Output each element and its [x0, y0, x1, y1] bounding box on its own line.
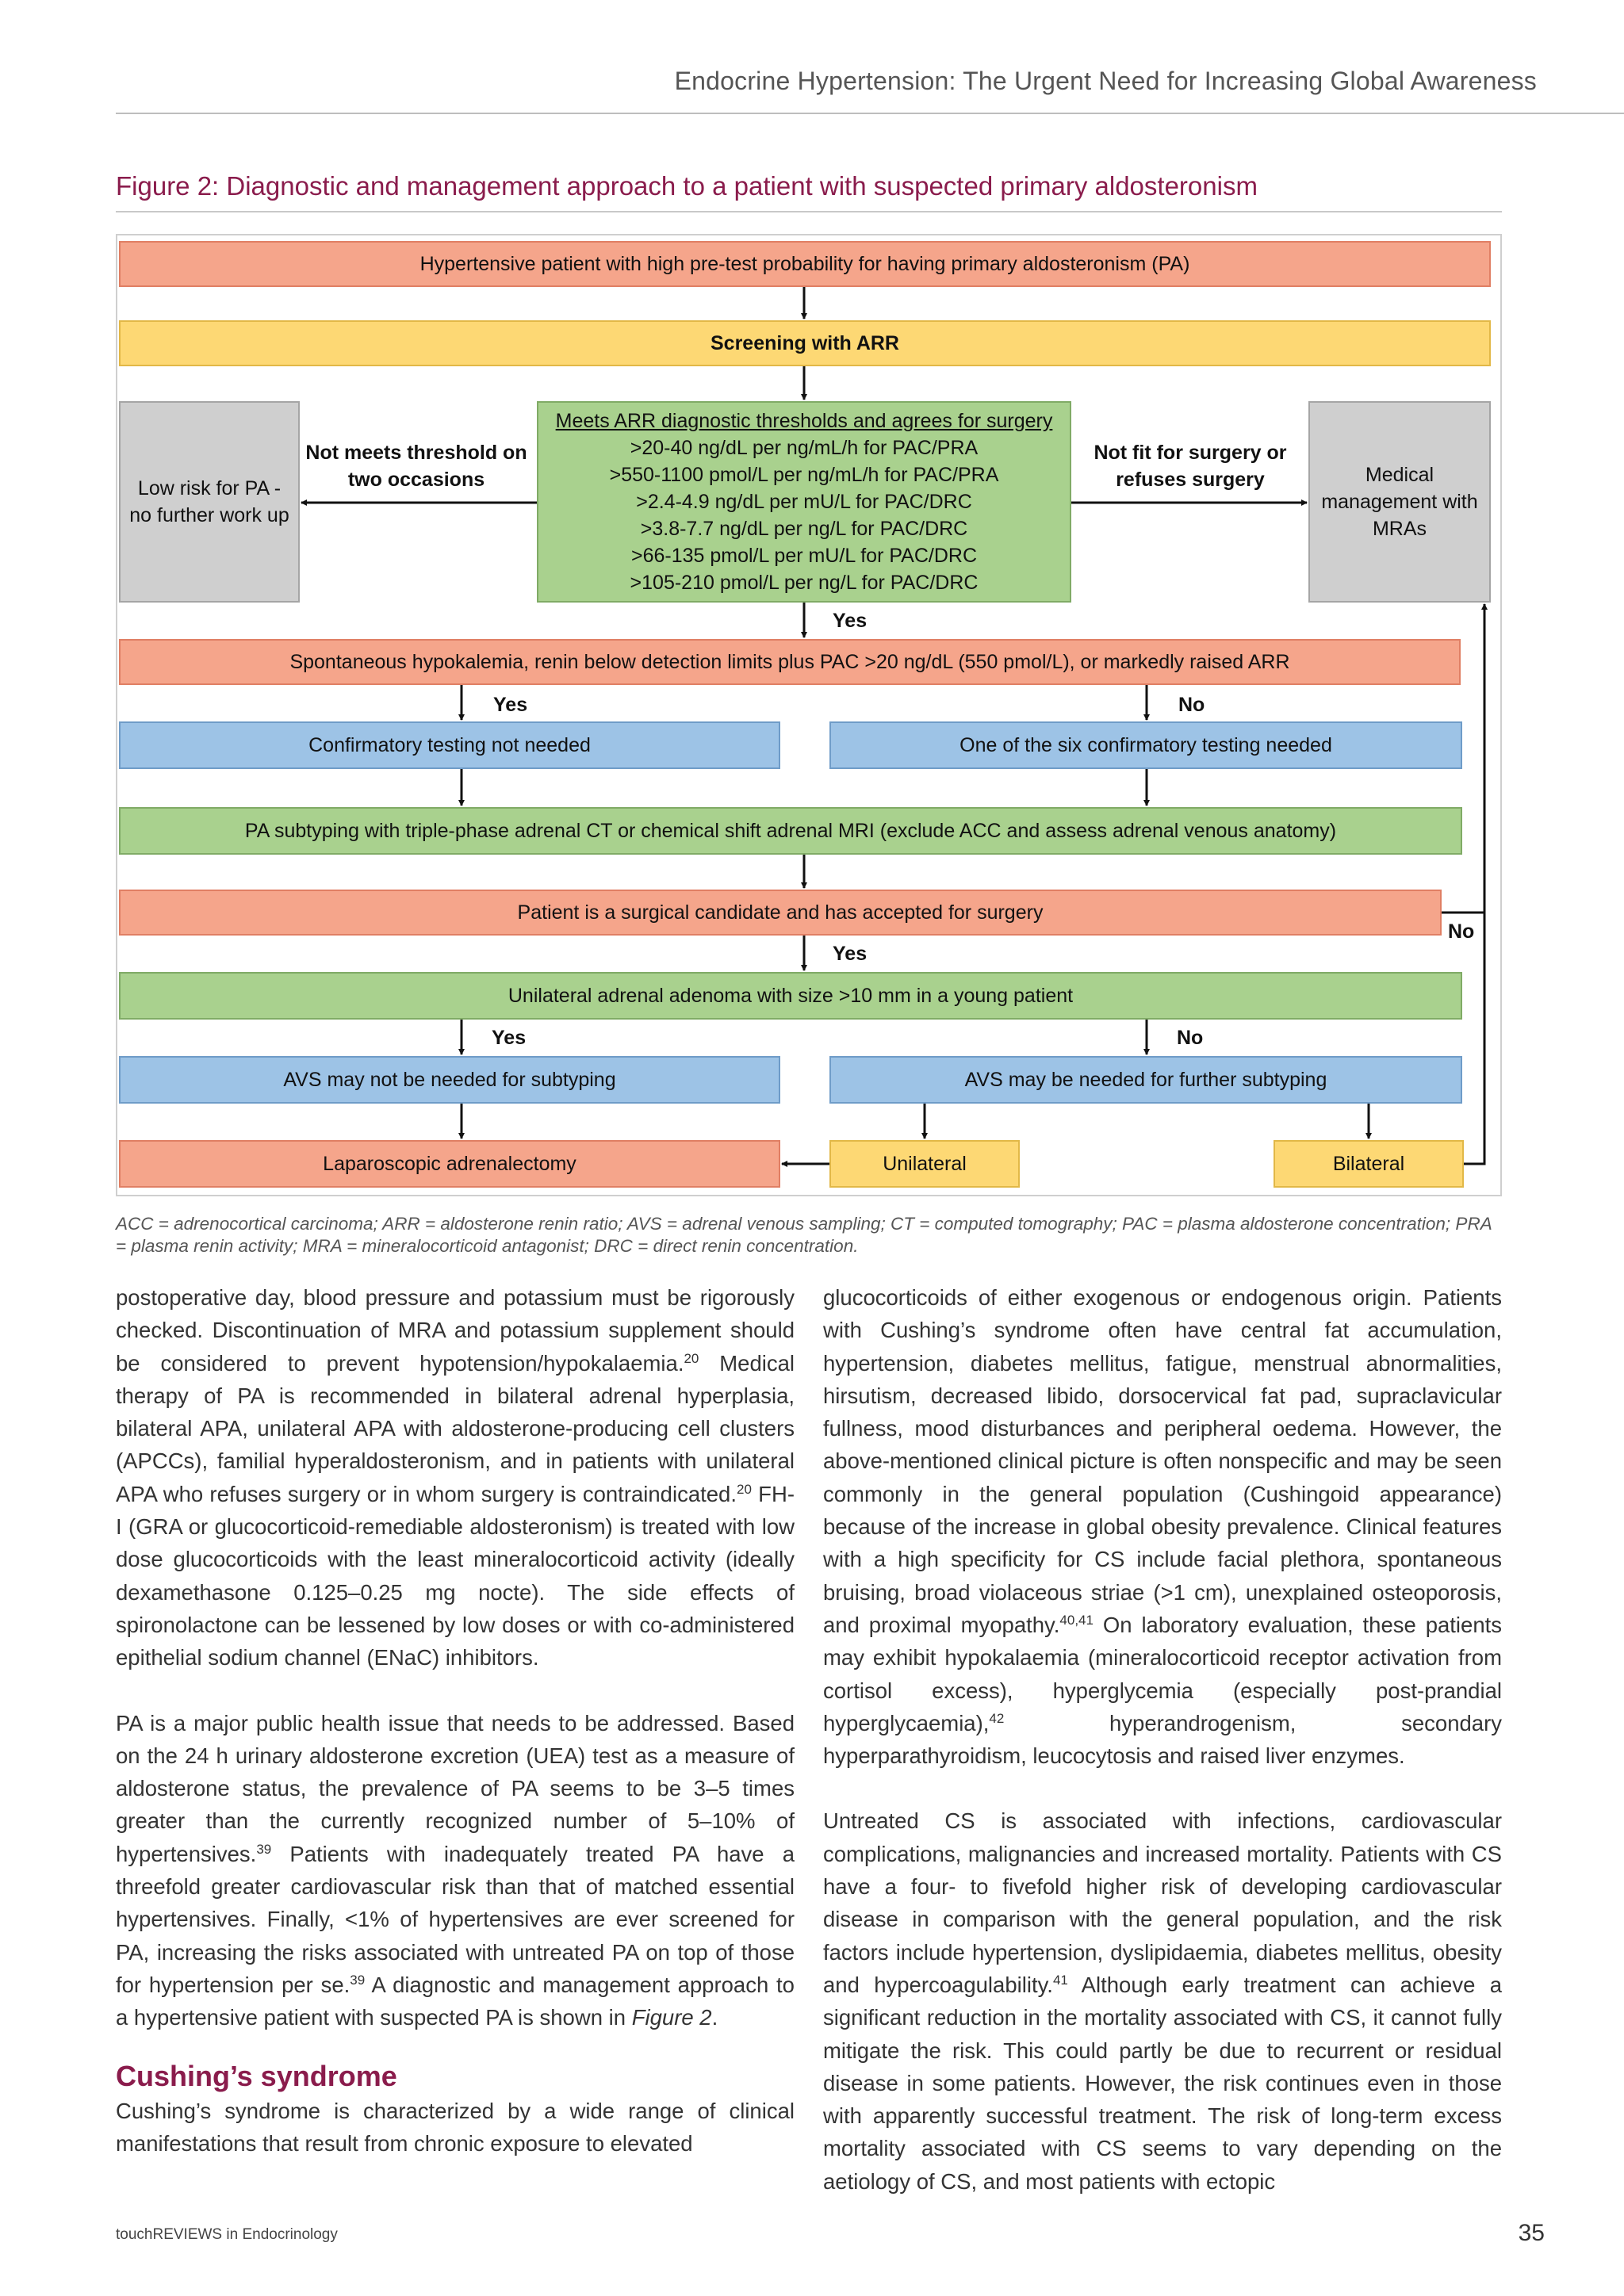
text-run: postoperative day, blood pressure and potassium must be rigorously checked. Discontinuation of MRA and potassium supplement should be considered to prevent hypotension/hypokalaemia.: [116, 1285, 795, 1376]
section-heading: Cushing’s syndrome: [116, 2059, 397, 2092]
text-column-left: [116, 1281, 795, 2160]
citation: 39: [350, 1972, 366, 1988]
running-title: Endocrine Hypertension: The Urgent Need for Increasing Global Awareness: [674, 67, 1537, 95]
node-avs-not-text: AVS may not be needed for subtyping: [283, 1069, 616, 1091]
text-run: On laboratory evaluation, these patients may exhibit hypokalaemia (mineralocorticoid receptor activation from cortisol excess), hyperglycemia (especially post-prandial hyperglycaemia),: [823, 1612, 1503, 1735]
paragraph: [116, 1707, 795, 2034]
node-low-risk-text: Low risk for PA - no further work up: [129, 477, 289, 526]
text-run: A diagnostic and management approach to a hypertensive patient with suspected PA is shown in: [116, 1972, 795, 2030]
node-subtyping-text: PA subtyping with triple-phase adrenal CT or chemical shift adrenal MRI (exclude ACC and assess adrenal venous anatomy): [244, 820, 1337, 842]
figure-legend: ACC = adrenocortical carcinoma; ARR = aldosterone renin ratio; AVS = adrenal venous sampling; CT = computed tomography; PAC = plasma aldosterone concentration; PRA = plasma renin activity; MRA = mineralocorticoid antagonist; DRC = direct renin concentration.: [116, 1214, 1492, 1256]
label-not-fit: Not fit for surgery or refuses surgery: [1094, 442, 1287, 491]
label-yes-adenoma: Yes: [492, 1027, 527, 1049]
text-run: Although early treatment can achieve a significant reduction in the mortality associated with CS, it cannot fully mitigate the risk. This could partly be due to recurrent or residual disease in some patients. However, the risk continues even in those with apparently successful treatment. The risk of long-term excess mortality associated with CS seems to vary depending on the aetiology of CS, and most patients with ectopic: [823, 1972, 1502, 2194]
arrow-bilateral-medical: [1464, 604, 1484, 1164]
footer-journal: touchREVIEWS in Endocrinology: [116, 2226, 338, 2243]
paragraph: [823, 1281, 1502, 1772]
node-lap-text: Laparoscopic adrenalectomy: [323, 1153, 576, 1175]
meets-line: >105-210 pmol/L per ng/L for PAC/DRC: [630, 572, 979, 594]
meets-line: >2.4-4.9 ng/dL per mU/L for PAC/DRC: [636, 491, 972, 513]
label-yes-meets: Yes: [833, 610, 868, 632]
text-run: FH-I (GRA or glucocorticoid-remediable aldosteronism) is treated with low dose glucocorticoids with the least mineralocorticoid activity (ideally dexamethasone 0.125–0.25 mg nocte). The side effects of spironolactone can be lessened by low doses or with co-administered epithelial sodium channel (ENaC) inhibitors.: [116, 1481, 795, 1670]
node-surgical-text: Patient is a surgical candidate and has accepted for surgery: [517, 901, 1044, 924]
node-bilateral-text: Bilateral: [1332, 1153, 1405, 1175]
text-column-right: [823, 1281, 1502, 2198]
paragraph: [116, 1281, 795, 1674]
citation: 20: [684, 1350, 699, 1366]
text-run: Untreated CS is associated with infections, cardiovascular complications, malignancies and increased mortality. Patients with CS have a four- to fivefold higher risk of developing cardiovascular disease in comparison with the general population, and the risk factors include hypertension, dyslipidaemia, diabetes mellitus, obesity and hypercoagulability.: [823, 1808, 1502, 1997]
node-spontaneous-text: Spontaneous hypokalemia, renin below detection limits plus PAC >20 ng/dL (550 pmol/L), or markedly raised ARR: [289, 651, 1290, 673]
node-start-text: Hypertensive patient with high pre-test probability for having primary aldosteronism (PA): [419, 253, 1190, 275]
paragraph: [823, 1804, 1502, 2198]
citation: 39: [256, 1841, 272, 1857]
node-screening-text: Screening with ARR: [710, 332, 899, 354]
citation: 20: [737, 1481, 752, 1497]
citation: 41: [1052, 1972, 1068, 1988]
meets-line: >550-1100 pmol/L per ng/mL/h for PAC/PRA: [609, 464, 999, 486]
paragraph: Cushing’s syndrome is characterized by a wide range of clinical manifestations that result from chronic exposure to elevated: [116, 2098, 795, 2156]
label-no-spontaneous: No: [1178, 694, 1205, 716]
citation: 42: [989, 1710, 1005, 1726]
meets-line: >3.8-7.7 ng/dL per ng/L for PAC/DRC: [640, 518, 968, 540]
label-no-adenoma: No: [1177, 1027, 1204, 1049]
label-yes-surgical: Yes: [833, 943, 868, 965]
meets-title: Meets ARR diagnostic thresholds and agrees for surgery: [555, 410, 1053, 432]
text-run: hyperandrogenism, secondary hyperparathyroidism, leucocytosis and raised liver enzymes.: [823, 1710, 1502, 1769]
text-run: .: [711, 2005, 718, 2030]
node-confirm-not-needed-text: Confirmatory testing not needed: [308, 734, 591, 756]
citation: 40,41: [1059, 1612, 1094, 1628]
node-confirm-needed-text: One of the six confirmatory testing needed: [959, 734, 1332, 756]
label-not-meets: Not meets threshold on two occasions: [305, 442, 527, 491]
node-medical-text: Medical management with MRAs: [1321, 464, 1478, 540]
figure-title: Figure 2: Diagnostic and management approach to a patient with suspected primary aldosteronism: [116, 171, 1258, 201]
text-run: Patients with inadequately treated PA have a threefold greater cardiovascular risk than that of matched essential hypertensives. Finally, <1% of hypertensives are ever screened for PA, increasing the risks associated with untreated PA on top of those for hypertension per se.: [116, 1841, 795, 1997]
figure-reference: Figure 2: [631, 2005, 712, 2030]
node-unilateral-text: Unilateral: [883, 1153, 967, 1175]
text-run: Medical therapy of PA is recommended in bilateral adrenal hyperplasia, bilateral APA, unilateral APA with aldosterone-producing cell clusters (APCCs), familial hyperaldosteronism, and in patients with unilateral APA who refuses surgery or in whom surgery is contraindicated.: [116, 1350, 795, 1506]
meets-line: >20-40 ng/dL per ng/mL/h for PAC/PRA: [630, 437, 979, 459]
label-yes-spontaneous: Yes: [493, 694, 528, 716]
text-run: glucocorticoids of either exogenous or endogenous origin. Patients with Cushing’s syndrome often have central fat accumulation, hypertension, diabetes mellitus, fatigue, menstrual abnormalities, hirsutism, decreased libido, dorsocervical fat pad, supraclavicular fullness, mood disturbances and peripheral oedema. However, the above-mentioned clinical picture is often nonspecific and may be seen commonly in the general population (Cushingoid appearance) because of the increase in global obesity prevalence. Clinical features with a high specificity for CS include facial plethora, spontaneous bruising, broad violaceous striae (>1 cm), unexplained osteoporosis, and proximal myopathy.: [823, 1285, 1502, 1637]
node-avs-needed-text: AVS may be needed for further subtyping: [964, 1069, 1327, 1091]
text-run: PA is a major public health issue that needs to be addressed. Based on the 24 h urinary aldosterone excretion (UEA) test as a measure of aldosterone status, the prevalence of PA seems to be 3–5 times greater than the currently recognized number of 5–10% of hypertensives.: [116, 1710, 795, 1866]
meets-line: >66-135 pmol/L per mU/L for PAC/DRC: [630, 545, 978, 567]
page-number: 35: [1518, 2220, 1545, 2246]
node-unilateral-adenoma-text: Unilateral adrenal adenoma with size >10 mm in a young patient: [508, 985, 1074, 1007]
label-no-surgical: No: [1448, 920, 1475, 943]
